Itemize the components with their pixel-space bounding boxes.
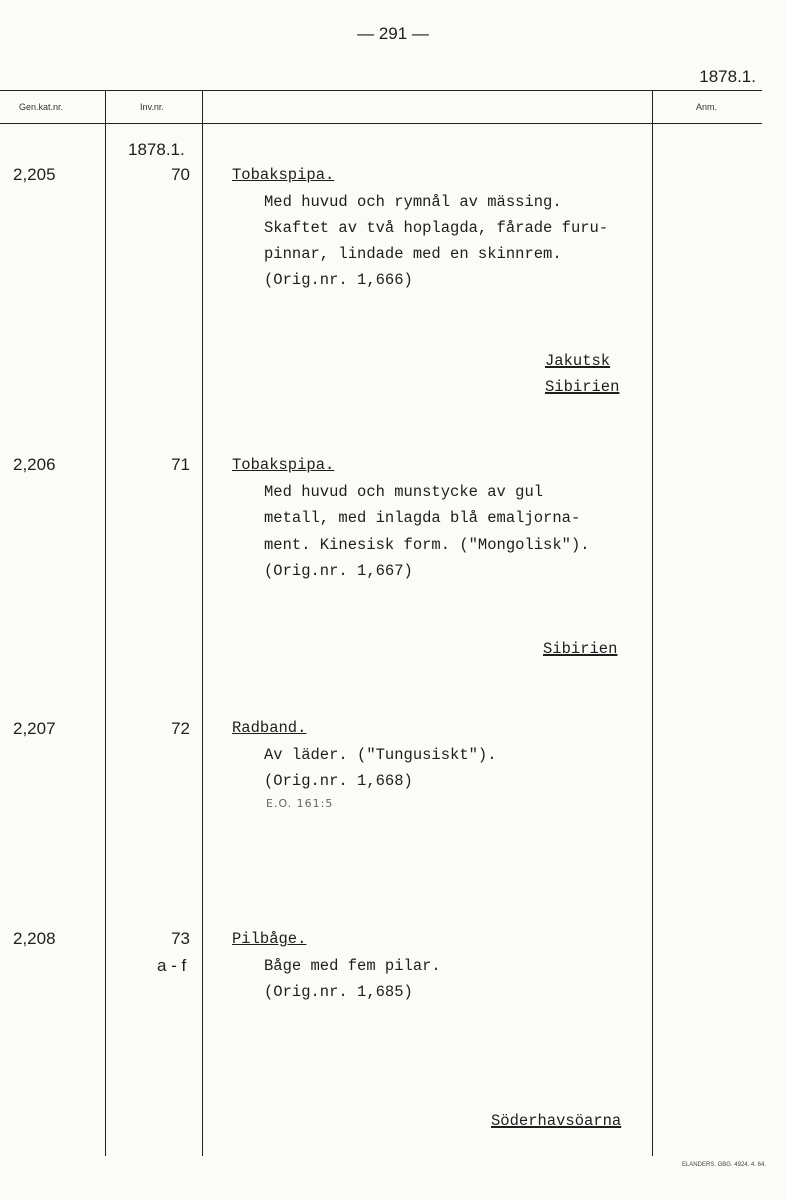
gen-column-divider (105, 91, 106, 1156)
entry-description-line: (Orig.nr. 1,685) (264, 983, 413, 1001)
inv-number: 70 (171, 165, 190, 184)
inv-column-divider (202, 91, 203, 1156)
entry-description-line: Med huvud och rymnål av mässing. (264, 193, 562, 211)
inventory-group-label: 1878.1. (128, 140, 185, 159)
entry-description-line: metall, med inlagda blå emaljorna- (264, 509, 581, 527)
entry-description-line: (Orig.nr. 1,668) (264, 772, 413, 790)
gen-kat-number: 2,207 (13, 719, 56, 738)
entry-description-line: pinnar, lindade med en skinnrem. (264, 245, 562, 263)
anm-column-divider (652, 91, 653, 1156)
inv-sub-range: a - f (157, 956, 187, 975)
column-heading-inv-nr: Inv.nr. (140, 102, 164, 112)
place-label: Sibirien (545, 378, 620, 396)
inv-number: 72 (171, 719, 190, 738)
header-top-rule (0, 90, 762, 91)
entry-description-line: ment. Kinesisk form. ("Mongolisk"). (264, 536, 590, 554)
page-number: — 291 — (357, 24, 429, 43)
entry-description-line: Av läder. ("Tungusiskt"). (264, 746, 497, 764)
entry-description-line: Skaftet av två hoplagda, fårade furu- (264, 219, 609, 237)
pencil-note: E.O. 161:5 (266, 797, 334, 810)
inv-number: 73 (171, 929, 190, 948)
entry-title: Radband. (232, 719, 307, 737)
entry-title: Tobakspipa. (232, 166, 335, 184)
gen-kat-number: 2,205 (13, 165, 56, 184)
gen-kat-number: 2,206 (13, 455, 56, 474)
entry-description-line: Med huvud och munstycke av gul (264, 483, 544, 501)
entry-description-line: (Orig.nr. 1,667) (264, 562, 413, 580)
entry-title: Tobakspipa. (232, 456, 335, 474)
place-label: Söderhavsöarna (491, 1112, 622, 1130)
header-year: 1878.1. (699, 67, 756, 86)
entry-description-line: (Orig.nr. 1,666) (264, 271, 413, 289)
column-heading-anm: Anm. (696, 102, 718, 112)
entry-description-line: Båge med fem pilar. (264, 957, 441, 975)
printer-mark: ELANDERS. GBG. 4924. 4. 64. (681, 1162, 766, 1168)
place-label: Sibirien (543, 640, 618, 658)
gen-kat-number: 2,208 (13, 929, 56, 948)
column-heading-gen-kat-nr: Gen.kat.nr. (19, 102, 64, 112)
header-bottom-rule (0, 123, 762, 124)
place-label: Jakutsk (545, 352, 611, 370)
entry-title: Pilbåge. (232, 930, 307, 948)
inv-number: 71 (171, 455, 190, 474)
